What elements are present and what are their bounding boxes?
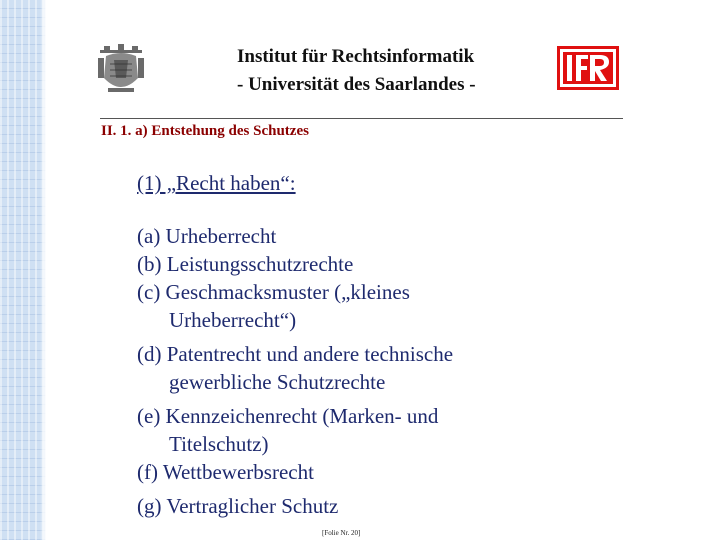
list-item-line: (b) Leistungsschutzrechte (137, 252, 354, 276)
slide-number: [Folie Nr. 20] (322, 529, 361, 537)
university-subtitle: - Universität des Saarlandes - (237, 74, 476, 95)
list-item (137, 402, 657, 458)
ifr-logo-icon (557, 46, 619, 90)
decorative-side-strip (0, 0, 46, 540)
list-item (137, 278, 657, 334)
list-item-continuation: Titelschutz) (169, 432, 269, 456)
institute-title: Institut für Rechtsinformatik (237, 46, 475, 67)
rights-list (137, 222, 657, 520)
list-item (137, 492, 657, 520)
list-item (137, 458, 657, 486)
list-item-line: (g) Vertraglicher Schutz (137, 494, 339, 518)
list-item-line: (d) Patentrecht und andere technische (137, 342, 454, 366)
list-item-continuation: gewerbliche Schutzrechte (169, 370, 386, 394)
list-item (137, 222, 657, 250)
list-item (137, 340, 657, 396)
list-item-line: (a) Urheberrecht (137, 224, 277, 248)
header-divider (100, 118, 623, 119)
list-item-line: (e) Kennzeichenrecht (Marken- und (137, 404, 439, 428)
university-crest-icon (96, 44, 146, 98)
list-item-continuation: Urheberrecht“) (169, 308, 297, 332)
list-item-line: (f) Wettbewerbsrecht (137, 460, 314, 484)
subheading: (1) „Recht haben“: (137, 171, 296, 195)
list-item-line: (c) Geschmacksmuster („kleines (137, 280, 410, 304)
section-heading: II. 1. a) Entstehung des Schutzes (101, 123, 309, 139)
list-item (137, 250, 657, 278)
